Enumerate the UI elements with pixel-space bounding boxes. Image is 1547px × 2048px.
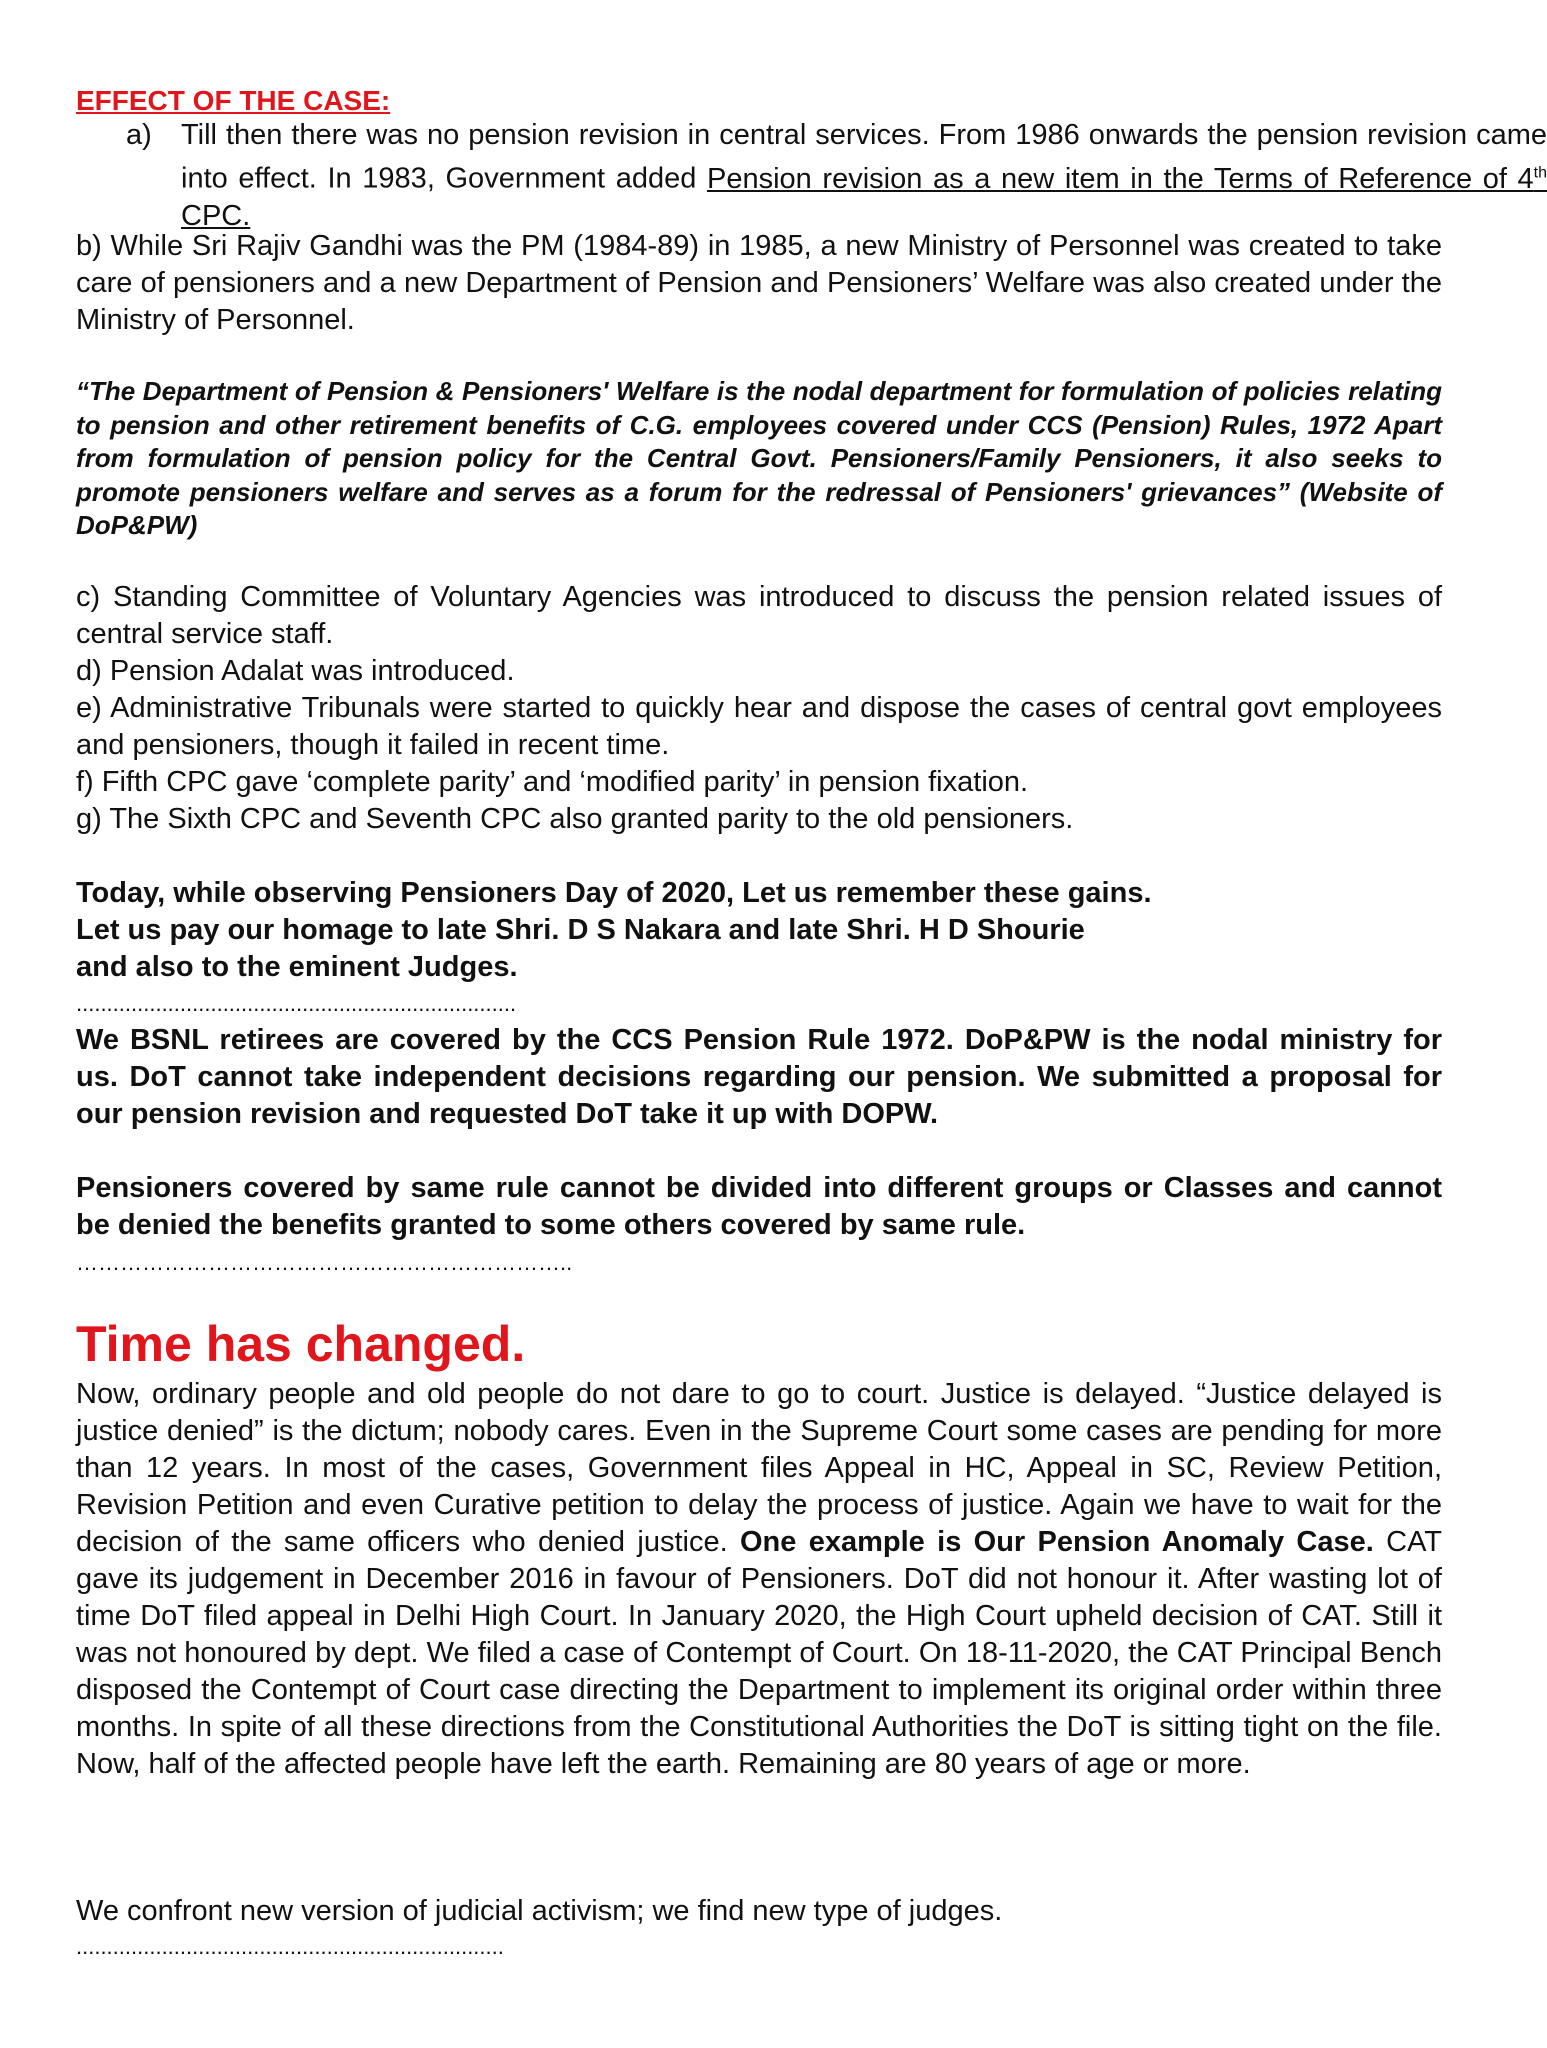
bsnl-paragraph: We BSNL retirees are covered by the CCS Pension Rule 1972. DoP&PW is the nodal ministry for us. DoT cannot take independent decisions regarding our pension. We submitted a proposal for our pension revision and requested DoT take it up with DOPW. (76, 1024, 1442, 1130)
homage-line: and also to the eminent Judges. (76, 951, 518, 983)
homage-line: Let us pay our homage to late Shri. D S Nakara and late Shri. H D Shourie (76, 914, 1085, 946)
quote: “The Department of Pension & Pensioners' Welfare is the nodal department for formulation of policies relating to pension and other retirement benefits of C.G. employees covered under CCS (Pension) Rules, 1972 Apart from formulation of pension policy for the Central Govt. Pensioners/Family Pensioners, it also seeks to promote pensioners welfare and serves as a forum for the redressal of Pensioners' grievances” (Website of DoP&PW) (76, 376, 1442, 540)
list-item-e: e) Administrative Tribunals were started to quickly hear and dispose the cases of central govt employees and pensioners, though it failed in recent time. (76, 692, 1442, 761)
underlined-text-end: CPC. (181, 199, 251, 232)
bold-text: One example is Our Pension Anomaly Case. (740, 1526, 1374, 1558)
list-item-d: d) Pension Adalat was introduced. (76, 655, 515, 687)
list-item-b: b) While Sri Rajiv Gandhi was the PM (1984-89) in 1985, a new Ministry of Personnel was created to take care of pensioners and a new Department of Pension and Pensioners’ Welfare was also created under the Ministry of Personnel. (76, 230, 1442, 336)
list-item-a (76, 117, 1547, 235)
closing-line: We confront new version of judicial activism; we find new type of judges. (76, 1895, 1003, 1927)
dotted-separator: ………………………………………………………….. (76, 1250, 573, 1275)
underlined-text: Pension revision as a new item in the Terms of Reference of 4 (706, 162, 1534, 195)
dotted-separator: ........................................................................ (76, 991, 517, 1016)
superscript: th (1533, 164, 1547, 181)
time-heading: Time has changed. (76, 1316, 526, 1372)
time-paragraph (76, 1376, 1442, 1783)
homage-line: Today, while observing Pensioners Day of 2020, Let us remember these gains. (76, 877, 1152, 909)
paragraph-text: CAT gave its judgement in December 2016 in favour of Pensioners. DoT did not honour it. After wasting lot of time DoT filed appeal in Delhi High Court. In January 2020, the High Court upheld decision of CAT. Still it was not honoured by dept. We filed a case of Contempt of Court. On 18-11-2020, the CAT Principal Bench disposed the Contempt of Court case directing the Department to implement its original order within three months. In spite of all these directions from the Constitutional Authorities the DoT is sitting tight on the file. Now, half of the affected people have left the earth. Remaining are 80 years of age or more. (76, 1526, 1442, 1780)
list-label: a) (126, 119, 152, 151)
list-item-f: f) Fifth CPC gave ‘complete parity’ and ‘modified parity’ in pension fixation. (76, 766, 1029, 798)
list-item-c: c) Standing Committee of Voluntary Agencies was introduced to discuss the pension related issues of central service staff. (76, 581, 1442, 650)
list-item-g: g) The Sixth CPC and Seventh CPC also granted parity to the old pensioners. (76, 803, 1074, 835)
list-items (76, 579, 1442, 838)
dotted-separator: ...................................................................... (76, 1934, 504, 1959)
same-rule-paragraph: Pensioners covered by same rule cannot be divided into different groups or Classes and cannot be denied the benefits granted to some others covered by same rule. (76, 1172, 1442, 1241)
item-text: Till then there was no pension revision in central services. From 1986 onwards the pension revision came into effect. In 1983, Government added (181, 119, 1547, 195)
homage-block (76, 875, 1442, 986)
paragraph-text: Now, ordinary people and old people do not dare to go to court. Justice is delayed. “Justice delayed is justice denied” is the dictum; nobody cares. Even in the Supreme Court some cases are pending for more than 12 years. In most of the cases, Government files Appeal in HC, Appeal in SC, Review Petition, Revision Petition and even Curative petition to delay the process of justice. Again we have to wait for the decision of the same officers who denied justice. (76, 1378, 1442, 1558)
section-heading: EFFECT OF THE CASE: (76, 85, 391, 116)
